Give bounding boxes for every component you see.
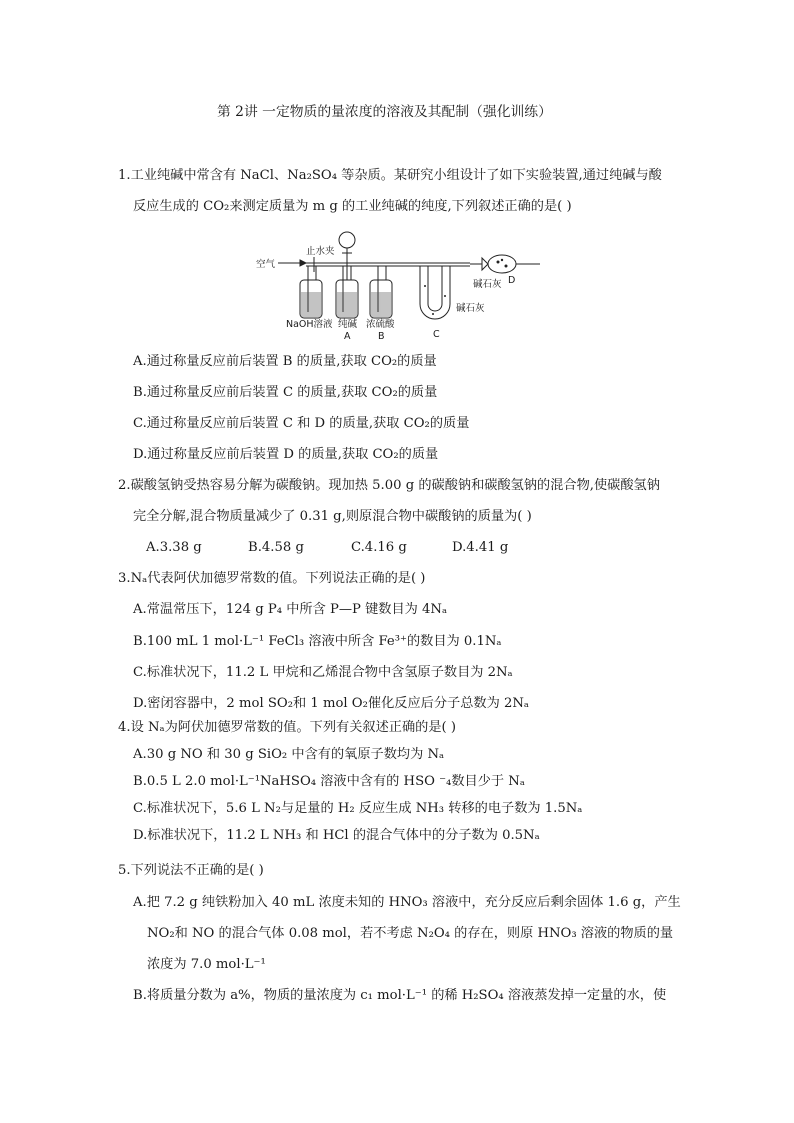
q5-option-a-line1: A.把 7.2 g 纯铁粉加入 40 mL 浓度未知的 HNO₃ 溶液中，充分反应后剩余固体 1.6 g，产生 (133, 895, 681, 910)
q5-option-a-line3: 浓度为 7.0 mol·L⁻¹ (147, 957, 266, 972)
label-naoh: NaOH溶液 (286, 319, 333, 330)
q5-option-a-line2: NO₂和 NO 的混合气体 0.08 mol，若不考虑 N₂O₄ 的存在，则原 HNO₃ 溶液的物质的量 (147, 926, 674, 941)
label-air: 空气 (256, 259, 276, 270)
q3-option-b: B.100 mL 1 mol·L⁻¹ FeCl₃ 溶液中所含 Fe³⁺的数目为 0.1Nₐ (133, 634, 502, 649)
q3-option-d: D.密闭容器中，2 mol SO₂和 1 mol O₂催化反应后分子总数为 2Nₐ (133, 696, 529, 711)
q2-option-c: C.4.16 g (351, 540, 407, 555)
label-soda: 纯碱 (338, 319, 358, 330)
page-title: 第 2讲 一定物质的量浓度的溶液及其配制（强化训练） (217, 104, 552, 120)
q2-option-b: B.4.58 g (248, 540, 304, 555)
q3-option-a: A.常温常压下，124 g P₄ 中所含 P—P 键数目为 4Nₐ (133, 602, 448, 617)
q3-option-c: C.标准状况下，11.2 L 甲烷和乙烯混合物中含氢原子数目为 2Nₐ (133, 665, 513, 680)
q3-stem: 3.Nₐ代表阿伏加德罗常数的值。下列说法正确的是( ) (118, 571, 426, 586)
q2-stem-line2: 完全分解,混合物质量减少了 0.31 g,则原混合物中碳酸钠的质量为( ) (133, 509, 532, 524)
label-acid: 浓硫酸 (366, 319, 395, 330)
label-A: A (344, 331, 351, 342)
q4-option-d: D.标准状况下，11.2 L NH₃ 和 HCl 的混合气体中的分子数为 0.5Nₐ (133, 828, 540, 843)
q4-option-c: C.标准状况下，5.6 L N₂与足量的 H₂ 反应生成 NH₃ 转移的电子数为 1.5Nₐ (133, 801, 583, 816)
label-C: C (433, 329, 440, 340)
q4-stem: 4.设 Nₐ为阿伏加德罗常数的值。下列有关叙述正确的是( ) (118, 720, 457, 735)
q1-option-a: A.通过称量反应前后装置 B 的质量,获取 CO₂的质量 (133, 354, 437, 369)
label-B: B (378, 331, 385, 342)
q1-stem-line1: 1.工业纯碱中常含有 NaCl、Na₂SO₄ 等杂质。某研究小组设计了如下实验装置,通过纯碱与酸 (118, 168, 662, 183)
label-D: D (508, 275, 516, 286)
q4-option-b: B.0.5 L 2.0 mol·L⁻¹NaHSO₄ 溶液中含有的 HSO ⁻₄数目少于 Nₐ (133, 774, 525, 789)
label-lime-c: 碱石灰 (456, 303, 485, 314)
q5-stem: 5.下列说法不正确的是( ) (118, 863, 264, 878)
q1-option-c: C.通过称量反应前后装置 C 和 D 的质量,获取 CO₂的质量 (133, 416, 470, 431)
q1-stem-line2: 反应生成的 CO₂来测定质量为 m g 的工业纯碱的纯度,下列叙述正确的是( ) (133, 199, 572, 214)
q2-option-a: A.3.38 g (146, 540, 202, 555)
q2-stem-line1: 2.碳酸氢钠受热容易分解为碳酸钠。现加热 5.00 g 的碳酸钠和碳酸氢钠的混合物,使碳酸氢钠 (118, 478, 660, 493)
label-lime-d: 碱石灰 (473, 279, 502, 290)
q1-option-b: B.通过称量反应前后装置 C 的质量,获取 CO₂的质量 (133, 385, 438, 400)
q4-option-a: A.30 g NO 和 30 g SiO₂ 中含有的氧原子数均为 Nₐ (133, 747, 445, 762)
q1-apparatus-figure (250, 226, 550, 342)
q2-option-d: D.4.41 g (452, 540, 509, 555)
label-clamp: 止水夹 (306, 246, 335, 257)
q5-option-b-line1: B.将质量分数为 a%，物质的量浓度为 c₁ mol·L⁻¹ 的稀 H₂SO₄ 溶液蒸发掉一定量的水，使 (133, 988, 667, 1003)
q1-option-d: D.通过称量反应前后装置 D 的质量,获取 CO₂的质量 (133, 447, 439, 462)
